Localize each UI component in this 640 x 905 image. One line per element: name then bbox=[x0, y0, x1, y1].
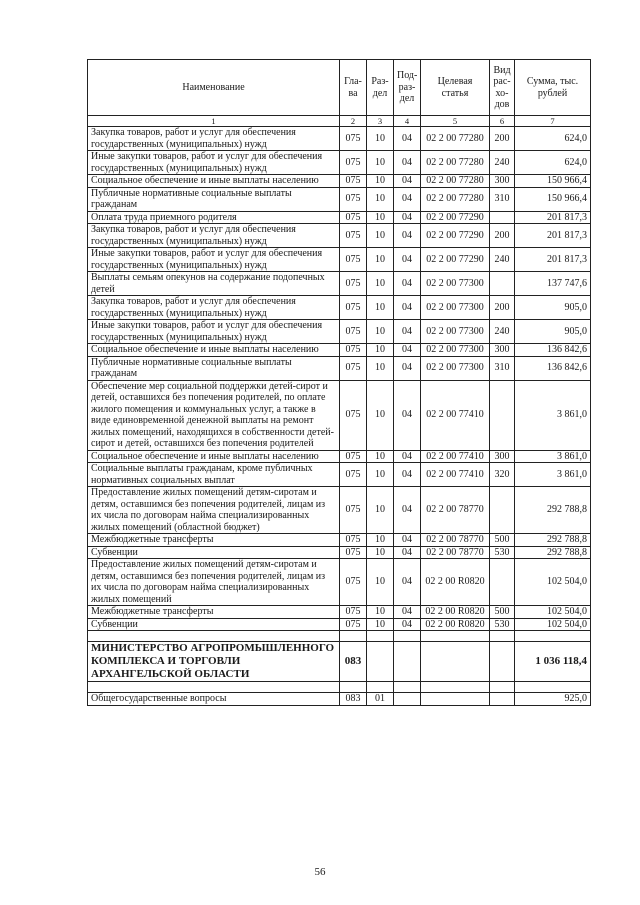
row-chapter: 075 bbox=[340, 211, 367, 224]
row-target: 02 2 00 77280 bbox=[421, 187, 490, 211]
row-expense-type: 300 bbox=[490, 344, 515, 357]
row-sum: 292 788,8 bbox=[515, 546, 591, 559]
row-subsection: 04 bbox=[394, 320, 421, 344]
row-subsection: 04 bbox=[394, 463, 421, 487]
row-target: 02 2 00 R0820 bbox=[421, 606, 490, 619]
row-chapter: 075 bbox=[340, 463, 367, 487]
header-sum: Сумма, тыс. рублей bbox=[515, 60, 591, 116]
row-section: 10 bbox=[367, 224, 394, 248]
table-body bbox=[88, 127, 591, 706]
row-subsection: 04 bbox=[394, 187, 421, 211]
table-row bbox=[88, 606, 591, 619]
col-number: 2 bbox=[340, 116, 367, 127]
row-section: 10 bbox=[367, 618, 394, 631]
row-section: 10 bbox=[367, 296, 394, 320]
row-section: 10 bbox=[367, 559, 394, 606]
row-sum: 201 817,3 bbox=[515, 248, 591, 272]
table-row bbox=[88, 272, 591, 296]
row-subsection: 04 bbox=[394, 380, 421, 450]
row-subsection: 04 bbox=[394, 224, 421, 248]
col-number: 1 bbox=[88, 116, 340, 127]
row-section: 10 bbox=[367, 272, 394, 296]
row-expense-type: 530 bbox=[490, 618, 515, 631]
row-name: Субвенции bbox=[88, 618, 340, 631]
row-section: 10 bbox=[367, 450, 394, 463]
row-chapter: 083 bbox=[340, 693, 367, 706]
row-subsection: 04 bbox=[394, 487, 421, 534]
table-row bbox=[88, 356, 591, 380]
header-name: Наименование bbox=[88, 60, 340, 116]
row-expense-type: 310 bbox=[490, 187, 515, 211]
row-name: Предоставление жилых помещений детям-сиротам и детям, оставшимся без попечения родителей, лицам из их числа по договорам найма специализированных жилых помещений (областной бюджет) bbox=[88, 487, 340, 534]
table-row bbox=[88, 151, 591, 175]
row-expense-type: 200 bbox=[490, 127, 515, 151]
row-expense-type: 310 bbox=[490, 356, 515, 380]
table-row bbox=[88, 463, 591, 487]
row-chapter: 075 bbox=[340, 151, 367, 175]
ministry-chapter: 083 bbox=[340, 642, 367, 682]
row-subsection: 04 bbox=[394, 534, 421, 547]
row-target: 02 2 00 77280 bbox=[421, 175, 490, 188]
row-subsection: 04 bbox=[394, 546, 421, 559]
row-chapter: 075 bbox=[340, 296, 367, 320]
row-section: 10 bbox=[367, 463, 394, 487]
row-sum: 925,0 bbox=[515, 693, 591, 706]
row-target: 02 2 00 R0820 bbox=[421, 559, 490, 606]
row-sum: 137 747,6 bbox=[515, 272, 591, 296]
row-name: Иные закупки товаров, работ и услуг для обеспечения государственных (муниципальных) нужд bbox=[88, 320, 340, 344]
row-section: 10 bbox=[367, 151, 394, 175]
row-name: Закупка товаров, работ и услуг для обеспечения государственных (муниципальных) нужд bbox=[88, 224, 340, 248]
col-number: 4 bbox=[394, 116, 421, 127]
row-sum: 201 817,3 bbox=[515, 211, 591, 224]
row-subsection: 04 bbox=[394, 175, 421, 188]
row-section: 10 bbox=[367, 248, 394, 272]
row-target: 02 2 00 77300 bbox=[421, 296, 490, 320]
row-name: Публичные нормативные социальные выплаты гражданам bbox=[88, 187, 340, 211]
table-row bbox=[88, 224, 591, 248]
row-subsection: 04 bbox=[394, 450, 421, 463]
table-row bbox=[88, 344, 591, 357]
row-name: Социальное обеспечение и иные выплаты населению bbox=[88, 175, 340, 188]
row-section: 10 bbox=[367, 356, 394, 380]
col-number: 3 bbox=[367, 116, 394, 127]
row-name: Закупка товаров, работ и услуг для обеспечения государственных (муниципальных) нужд bbox=[88, 127, 340, 151]
row-subsection: 04 bbox=[394, 211, 421, 224]
table-row bbox=[88, 618, 591, 631]
row-chapter: 075 bbox=[340, 248, 367, 272]
row-chapter: 075 bbox=[340, 272, 367, 296]
row-target: 02 2 00 77410 bbox=[421, 450, 490, 463]
row-sum: 292 788,8 bbox=[515, 487, 591, 534]
table-row bbox=[88, 175, 591, 188]
table-row bbox=[88, 380, 591, 450]
header-row bbox=[88, 60, 591, 116]
ministry-name: МИНИСТЕРСТВО АГРОПРОМЫШЛЕННОГО КОМПЛЕКСА И ТОРГОВЛИ АРХАНГЕЛЬСКОЙ ОБЛАСТИ bbox=[88, 642, 340, 682]
row-expense-type: 530 bbox=[490, 546, 515, 559]
col-number: 6 bbox=[490, 116, 515, 127]
row-sum: 136 842,6 bbox=[515, 356, 591, 380]
row-expense-type: 240 bbox=[490, 248, 515, 272]
spacer-row bbox=[88, 682, 591, 693]
header-expense-type: Вид рас-хо-дов bbox=[490, 60, 515, 116]
row-section: 10 bbox=[367, 175, 394, 188]
row-section: 10 bbox=[367, 127, 394, 151]
row-name: Межбюджетные трансферты bbox=[88, 534, 340, 547]
row-sum: 102 504,0 bbox=[515, 559, 591, 606]
col-number: 5 bbox=[421, 116, 490, 127]
row-section: 10 bbox=[367, 380, 394, 450]
row-name: Социальное обеспечение и иные выплаты населению bbox=[88, 450, 340, 463]
row-chapter: 075 bbox=[340, 380, 367, 450]
row-chapter: 075 bbox=[340, 224, 367, 248]
row-expense-type: 320 bbox=[490, 463, 515, 487]
row-sum: 201 817,3 bbox=[515, 224, 591, 248]
row-chapter: 075 bbox=[340, 344, 367, 357]
row-expense-type bbox=[490, 559, 515, 606]
row-name: Иные закупки товаров, работ и услуг для обеспечения государственных (муниципальных) нужд bbox=[88, 248, 340, 272]
ministry-row bbox=[88, 642, 591, 682]
row-chapter: 075 bbox=[340, 487, 367, 534]
row-chapter: 075 bbox=[340, 187, 367, 211]
row-target: 02 2 00 77290 bbox=[421, 211, 490, 224]
row-target: 02 2 00 77300 bbox=[421, 344, 490, 357]
header-section: Раз-дел bbox=[367, 60, 394, 116]
row-name: Выплаты семьям опекунов на содержание подопечных детей bbox=[88, 272, 340, 296]
row-target: 02 2 00 R0820 bbox=[421, 618, 490, 631]
row-target: 02 2 00 77300 bbox=[421, 320, 490, 344]
table-row bbox=[88, 450, 591, 463]
row-sum: 136 842,6 bbox=[515, 344, 591, 357]
table-row bbox=[88, 546, 591, 559]
table-row bbox=[88, 559, 591, 606]
row-section: 10 bbox=[367, 487, 394, 534]
row-target: 02 2 00 78770 bbox=[421, 487, 490, 534]
row-expense-type bbox=[490, 487, 515, 534]
row-chapter: 075 bbox=[340, 175, 367, 188]
table-row bbox=[88, 320, 591, 344]
row-name: Социальные выплаты гражданам, кроме публичных нормативных социальных выплат bbox=[88, 463, 340, 487]
row-sum: 102 504,0 bbox=[515, 606, 591, 619]
row-subsection: 04 bbox=[394, 272, 421, 296]
row-subsection: 04 bbox=[394, 296, 421, 320]
row-subsection: 04 bbox=[394, 344, 421, 357]
row-target: 02 2 00 77300 bbox=[421, 356, 490, 380]
table-row bbox=[88, 187, 591, 211]
row-target: 02 2 00 77280 bbox=[421, 127, 490, 151]
row-section: 10 bbox=[367, 211, 394, 224]
row-sum: 3 861,0 bbox=[515, 450, 591, 463]
row-name: Общегосударственные вопросы bbox=[88, 693, 340, 706]
row-sum: 624,0 bbox=[515, 127, 591, 151]
row-subsection: 04 bbox=[394, 618, 421, 631]
row-name: Межбюджетные трансферты bbox=[88, 606, 340, 619]
row-sum: 292 788,8 bbox=[515, 534, 591, 547]
row-section: 10 bbox=[367, 546, 394, 559]
row-target: 02 2 00 77290 bbox=[421, 248, 490, 272]
row-name: Обеспечение мер социальной поддержки детей-сирот и детей, оставшихся без попечения родителей, по оплате жилого помещения и коммунальных услуг, а также в виде единовременной денежной выплаты на ремонт жилых помещений, находящихся в собственности детей-сирот и детей, оставшихся без попечения родителей bbox=[88, 380, 340, 450]
row-name: Закупка товаров, работ и услуг для обеспечения государственных (муниципальных) нужд bbox=[88, 296, 340, 320]
row-target: 02 2 00 77410 bbox=[421, 463, 490, 487]
row-expense-type: 240 bbox=[490, 320, 515, 344]
column-number-row bbox=[88, 116, 591, 127]
row-expense-type: 300 bbox=[490, 175, 515, 188]
row-chapter: 075 bbox=[340, 606, 367, 619]
row-subsection: 04 bbox=[394, 606, 421, 619]
row-expense-type: 200 bbox=[490, 296, 515, 320]
row-subsection: 04 bbox=[394, 559, 421, 606]
col-number: 7 bbox=[515, 116, 591, 127]
header-target: Целевая статья bbox=[421, 60, 490, 116]
row-expense-type bbox=[490, 272, 515, 296]
row-section: 10 bbox=[367, 187, 394, 211]
row-target: 02 2 00 77410 bbox=[421, 380, 490, 450]
table-row bbox=[88, 296, 591, 320]
row-target: 02 2 00 78770 bbox=[421, 534, 490, 547]
row-sum: 3 861,0 bbox=[515, 380, 591, 450]
row-subsection: 04 bbox=[394, 151, 421, 175]
row-expense-type: 500 bbox=[490, 606, 515, 619]
table-row bbox=[88, 127, 591, 151]
row-sum: 150 966,4 bbox=[515, 175, 591, 188]
row-subsection: 04 bbox=[394, 248, 421, 272]
row-section: 10 bbox=[367, 534, 394, 547]
table-row bbox=[88, 487, 591, 534]
row-chapter: 075 bbox=[340, 559, 367, 606]
table-row bbox=[88, 211, 591, 224]
row-name: Социальное обеспечение и иные выплаты населению bbox=[88, 344, 340, 357]
row-name: Оплата труда приемного родителя bbox=[88, 211, 340, 224]
row-name: Публичные нормативные социальные выплаты гражданам bbox=[88, 356, 340, 380]
row-section: 01 bbox=[367, 693, 394, 706]
row-sum: 905,0 bbox=[515, 296, 591, 320]
row-name: Субвенции bbox=[88, 546, 340, 559]
row-target: 02 2 00 77280 bbox=[421, 151, 490, 175]
row-chapter: 075 bbox=[340, 356, 367, 380]
header-chapter: Гла-ва bbox=[340, 60, 367, 116]
row-section: 10 bbox=[367, 606, 394, 619]
row-chapter: 075 bbox=[340, 534, 367, 547]
page-number: 56 bbox=[314, 866, 326, 878]
row-sum: 102 504,0 bbox=[515, 618, 591, 631]
row-expense-type: 240 bbox=[490, 151, 515, 175]
row-section: 10 bbox=[367, 344, 394, 357]
row-subsection: 04 bbox=[394, 127, 421, 151]
ministry-sum: 1 036 118,4 bbox=[515, 642, 591, 682]
row-chapter: 075 bbox=[340, 127, 367, 151]
row-name: Предоставление жилых помещений детям-сиротам и детям, оставшимся без попечения родителей, лицам из их числа по договорам найма специализированных жилых помещений bbox=[88, 559, 340, 606]
row-chapter: 075 bbox=[340, 546, 367, 559]
row-chapter: 075 bbox=[340, 450, 367, 463]
row-expense-type bbox=[490, 380, 515, 450]
table-row bbox=[88, 248, 591, 272]
row-section: 10 bbox=[367, 320, 394, 344]
row-name: Иные закупки товаров, работ и услуг для обеспечения государственных (муниципальных) нужд bbox=[88, 151, 340, 175]
row-chapter: 075 bbox=[340, 618, 367, 631]
row-sum: 624,0 bbox=[515, 151, 591, 175]
row-target: 02 2 00 78770 bbox=[421, 546, 490, 559]
row-sum: 3 861,0 bbox=[515, 463, 591, 487]
row-sum: 150 966,4 bbox=[515, 187, 591, 211]
row-subsection: 04 bbox=[394, 356, 421, 380]
row-expense-type: 200 bbox=[490, 224, 515, 248]
header-subsection: Под-раз-дел bbox=[394, 60, 421, 116]
row-expense-type: 500 bbox=[490, 534, 515, 547]
table-row bbox=[88, 534, 591, 547]
budget-table bbox=[87, 59, 591, 706]
spacer-row bbox=[88, 631, 591, 642]
row-chapter: 075 bbox=[340, 320, 367, 344]
row-expense-type: 300 bbox=[490, 450, 515, 463]
table-row bbox=[88, 693, 591, 706]
row-expense-type bbox=[490, 211, 515, 224]
row-target: 02 2 00 77290 bbox=[421, 224, 490, 248]
row-sum: 905,0 bbox=[515, 320, 591, 344]
row-target: 02 2 00 77300 bbox=[421, 272, 490, 296]
